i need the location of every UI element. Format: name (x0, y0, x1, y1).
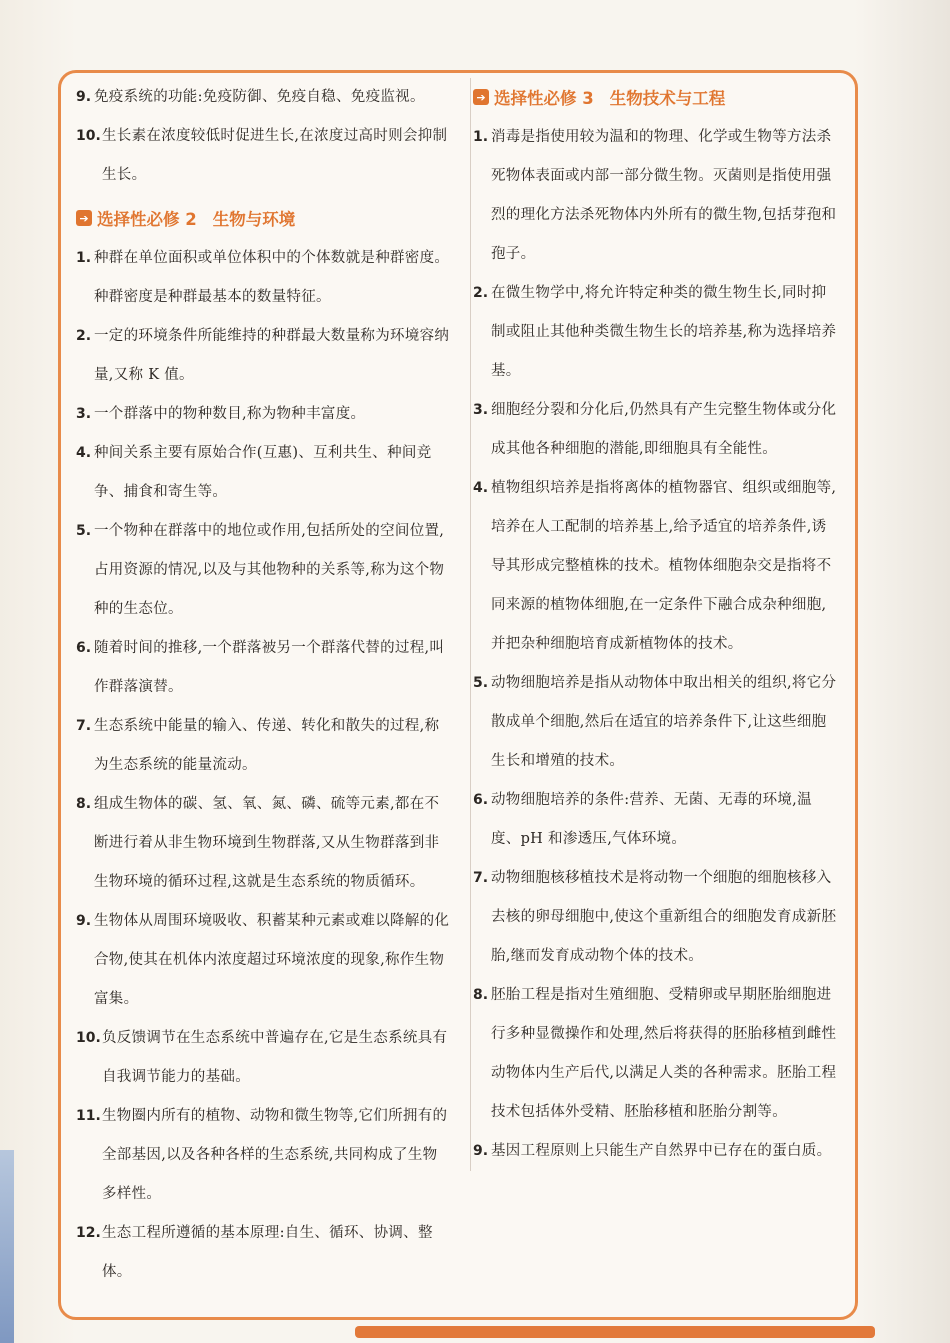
list-item (473, 976, 839, 1132)
item-number: 9. (76, 89, 92, 105)
item-number: 8. (473, 987, 489, 1003)
list-item (473, 1132, 839, 1171)
list-item (76, 785, 452, 902)
item-number: 6. (473, 792, 489, 808)
item-number: 7. (473, 870, 489, 886)
item-text: 动物细胞培养是指从动物体中取出相关的组织,将它分散成单个细胞,然后在适宜的培养条件下,让这些细胞生长和增殖的技术。 (491, 675, 837, 769)
item-text: 消毒是指使用较为温和的物理、化学或生物等方法杀死物体表面或内部一部分微生物。灭菌则是指使用强烈的理化方法杀死物体内外所有的微生物,包括芽孢和孢子。 (491, 129, 837, 262)
item-text: 一个物种在群落中的地位或作用,包括所处的空间位置,占用资源的情况,以及与其他物种的关系等,称为这个物种的生态位。 (94, 523, 445, 617)
list-item (473, 391, 839, 469)
item-text: 生态工程所遵循的基本原理:自生、循环、协调、整体。 (102, 1225, 433, 1280)
item-text: 一个群落中的物种数目,称为物种丰富度。 (94, 406, 366, 422)
item-number: 11. (76, 1108, 101, 1124)
item-number: 10. (76, 1030, 101, 1046)
item-number: 5. (76, 523, 92, 539)
item-number: 10. (76, 128, 101, 144)
item-number: 1. (76, 250, 92, 266)
item-text: 免疫系统的功能:免疫防御、免疫自稳、免疫监视。 (94, 89, 425, 105)
item-text: 植物组织培养是指将离体的植物器官、组织或细胞等,培养在人工配制的培养基上,给予适宜的培养条件,诱导其形成完整植株的技术。植物体细胞杂交是指将不同来源的植物体细胞,在一定条件下融合成杂种细胞,并把杂种细胞培育成新植物体的技术。 (491, 480, 837, 652)
item-number: 4. (473, 480, 489, 496)
item-text: 胚胎工程是指对生殖细胞、受精卵或早期胚胎细胞进行多种显微操作和处理,然后将获得的胚胎移植到雌性动物体内生产后代,以满足人类的各种需求。胚胎工程技术包括体外受精、胚胎移植和胚胎分割等。 (491, 987, 837, 1120)
item-number: 12. (76, 1225, 101, 1241)
section-label: 选择性必修 3 (494, 89, 594, 108)
item-text: 生长素在浓度较低时促进生长,在浓度过高时则会抑制生长。 (102, 128, 448, 183)
item-number: 6. (76, 640, 92, 656)
item-number: 2. (473, 285, 489, 301)
left-column (76, 78, 452, 1292)
item-text: 负反馈调节在生态系统中普遍存在,它是生态系统具有自我调节能力的基础。 (102, 1030, 448, 1085)
right-column (470, 78, 839, 1171)
section-heading (76, 203, 452, 233)
list-item (76, 78, 452, 117)
binding-edge (0, 1150, 14, 1343)
item-number: 5. (473, 675, 489, 691)
item-number: 4. (76, 445, 92, 461)
item-number: 9. (76, 913, 92, 929)
item-text: 动物细胞培养的条件:营养、无菌、无毒的环境,温度、pH 和渗透压,气体环境。 (491, 792, 812, 847)
list-item (76, 239, 452, 317)
list-item (76, 117, 452, 195)
item-number: 9. (473, 1143, 489, 1159)
list-item (76, 707, 452, 785)
item-text: 种间关系主要有原始合作(互惠)、互利共生、种间竞争、捕食和寄生等。 (94, 445, 432, 500)
item-text: 生物圈内所有的植物、动物和微生物等,它们所拥有的全部基因,以及各种各样的生态系统,共同构成了生物多样性。 (102, 1108, 448, 1202)
list-item (76, 1214, 452, 1292)
item-text: 细胞经分裂和分化后,仍然具有产生完整生物体或分化成其他各种细胞的潜能,即细胞具有全能性。 (491, 402, 837, 457)
bottom-accent-bar (355, 1326, 875, 1338)
section-subject: 生物技术与工程 (609, 89, 726, 108)
list-item (76, 902, 452, 1019)
list-item (473, 469, 839, 664)
section-subject: 生物与环境 (212, 210, 296, 229)
arrow-right-icon: ➔ (473, 89, 489, 105)
item-number: 2. (76, 328, 92, 344)
list-item (76, 434, 452, 512)
arrow-right-icon: ➔ (76, 210, 92, 226)
item-text: 随着时间的推移,一个群落被另一个群落代替的过程,叫作群落演替。 (94, 640, 445, 695)
list-item (76, 512, 452, 629)
item-text: 种群在单位面积或单位体积中的个体数就是种群密度。种群密度是种群最基本的数量特征。 (94, 250, 450, 305)
item-text: 基因工程原则上只能生产自然界中已存在的蛋白质。 (491, 1143, 832, 1159)
item-text: 组成生物体的碳、氢、氧、氮、磷、硫等元素,都在不断进行着从非生物环境到生物群落,又从生物群落到非生物环境的循环过程,这就是生态系统的物质循环。 (94, 796, 440, 890)
list-item (76, 317, 452, 395)
item-number: 8. (76, 796, 92, 812)
list-item (473, 859, 839, 976)
section-heading (473, 82, 839, 112)
item-number: 1. (473, 129, 489, 145)
list-item (76, 395, 452, 434)
item-text: 生物体从周围环境吸收、积蓄某种元素或难以降解的化合物,使其在机体内浓度超过环境浓度的现象,称作生物富集。 (94, 913, 450, 1007)
list-item (76, 629, 452, 707)
item-number: 7. (76, 718, 92, 734)
item-text: 在微生物学中,将允许特定种类的微生物生长,同时抑制或阻止其他种类微生物生长的培养基,称为选择培养基。 (491, 285, 837, 379)
item-text: 生态系统中能量的输入、传递、转化和散失的过程,称为生态系统的能量流动。 (94, 718, 440, 773)
list-item (76, 1097, 452, 1214)
list-item (473, 118, 839, 274)
section-label: 选择性必修 2 (97, 210, 197, 229)
item-text: 一定的环境条件所能维持的种群最大数量称为环境容纳量,又称 K 值。 (94, 328, 450, 383)
item-text: 动物细胞核移植技术是将动物一个细胞的细胞核移入去核的卵母细胞中,使这个重新组合的细胞发育成新胚胎,继而发育成动物个体的技术。 (491, 870, 837, 964)
list-item (473, 664, 839, 781)
list-item (473, 781, 839, 859)
list-item (76, 1019, 452, 1097)
item-number: 3. (473, 402, 489, 418)
list-item (473, 274, 839, 391)
item-number: 3. (76, 406, 92, 422)
